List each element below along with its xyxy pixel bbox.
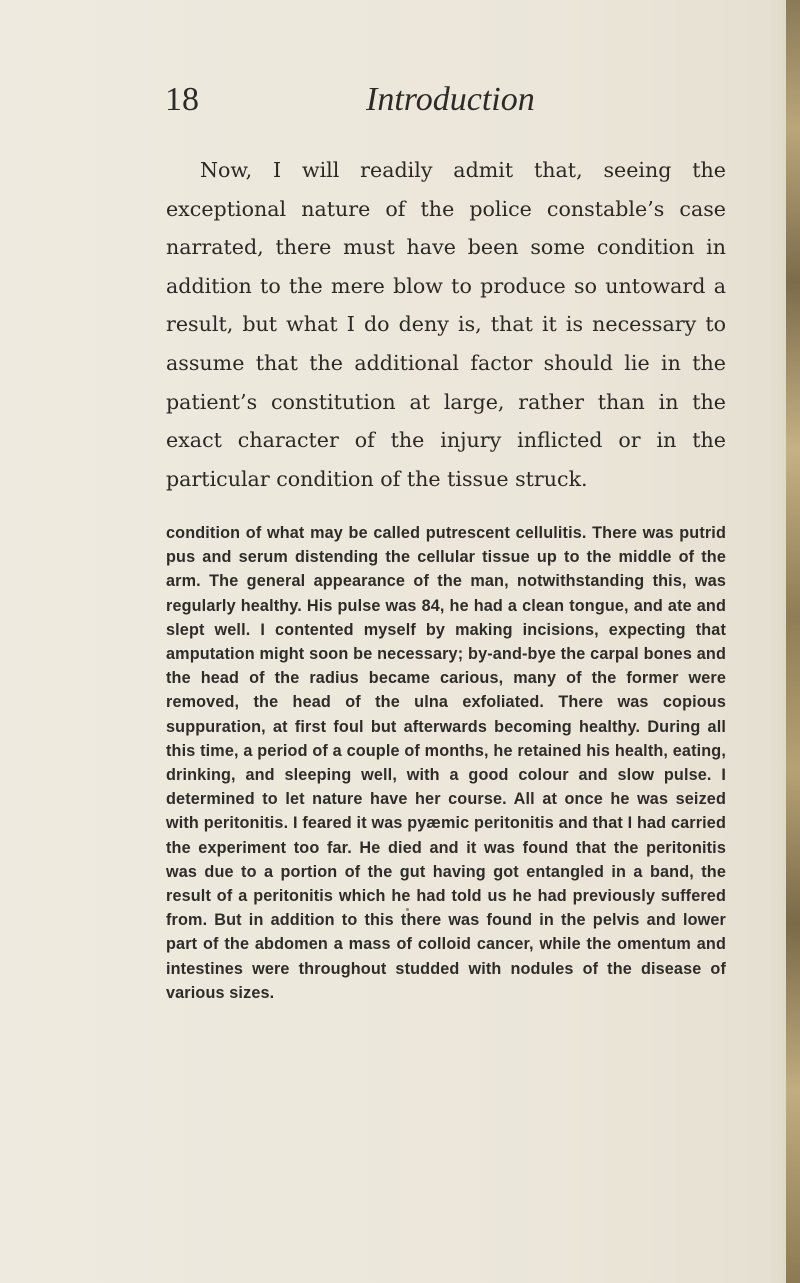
running-head [0, 80, 800, 130]
page-title: Introduction [366, 81, 535, 118]
quoted-case-paragraph [166, 521, 726, 1005]
page-number: 18 [165, 81, 199, 118]
paper-speck [406, 908, 409, 911]
quoted-case-text: condition of what may be called putrescent cellulitis. There was putrid pus and serum distending the cellular tissue up to the middle of the arm. The general appearance of the man, notwithstanding this, was regularly healthy. His pulse was 84, he had a clean tongue, and ate and slept well. I contented myself by making incisions, expecting that amputation might soon be necessary; by-and-bye the carpal bones and the head of the radius became carious, many of the former were removed, the head of the ulna exfoliated. There was copious suppuration, at first foul but afterwards becoming healthy. During all this time, a period of a couple of months, he retained his health, eating, drinking, and sleeping well, with a good colour and slow pulse. I determined to let nature have her course. All at once he was seized with peritonitis. I feared it was pyæmic peritonitis and that I had carried the experiment too far. He died and it was found that the peritonitis was due to a portion of the gut having got entangled in a band, the result of a peritonitis which he had told us he had previously suffered from. But in addition to this there was found in the pelvis and lower part of the abdomen a mass of colloid cancer, while the omentum and intestines were throughout studded with nodules of the disease of various sizes. [166, 524, 726, 1002]
page-edge-strip [786, 0, 800, 1283]
main-paragraph [166, 151, 726, 498]
main-paragraph-text: Now, I will readily admit that, seeing the exceptional nature of the police constable’s case narrated, there must have been some condition in addition to the mere blow to produce so untoward a result, but what I do deny is, that it is necessary to assume that the additional factor should lie in the patient’s constitution at large, rather than in the exact character of the injury inflicted or in the particular condition of the tissue struck. [166, 158, 726, 491]
